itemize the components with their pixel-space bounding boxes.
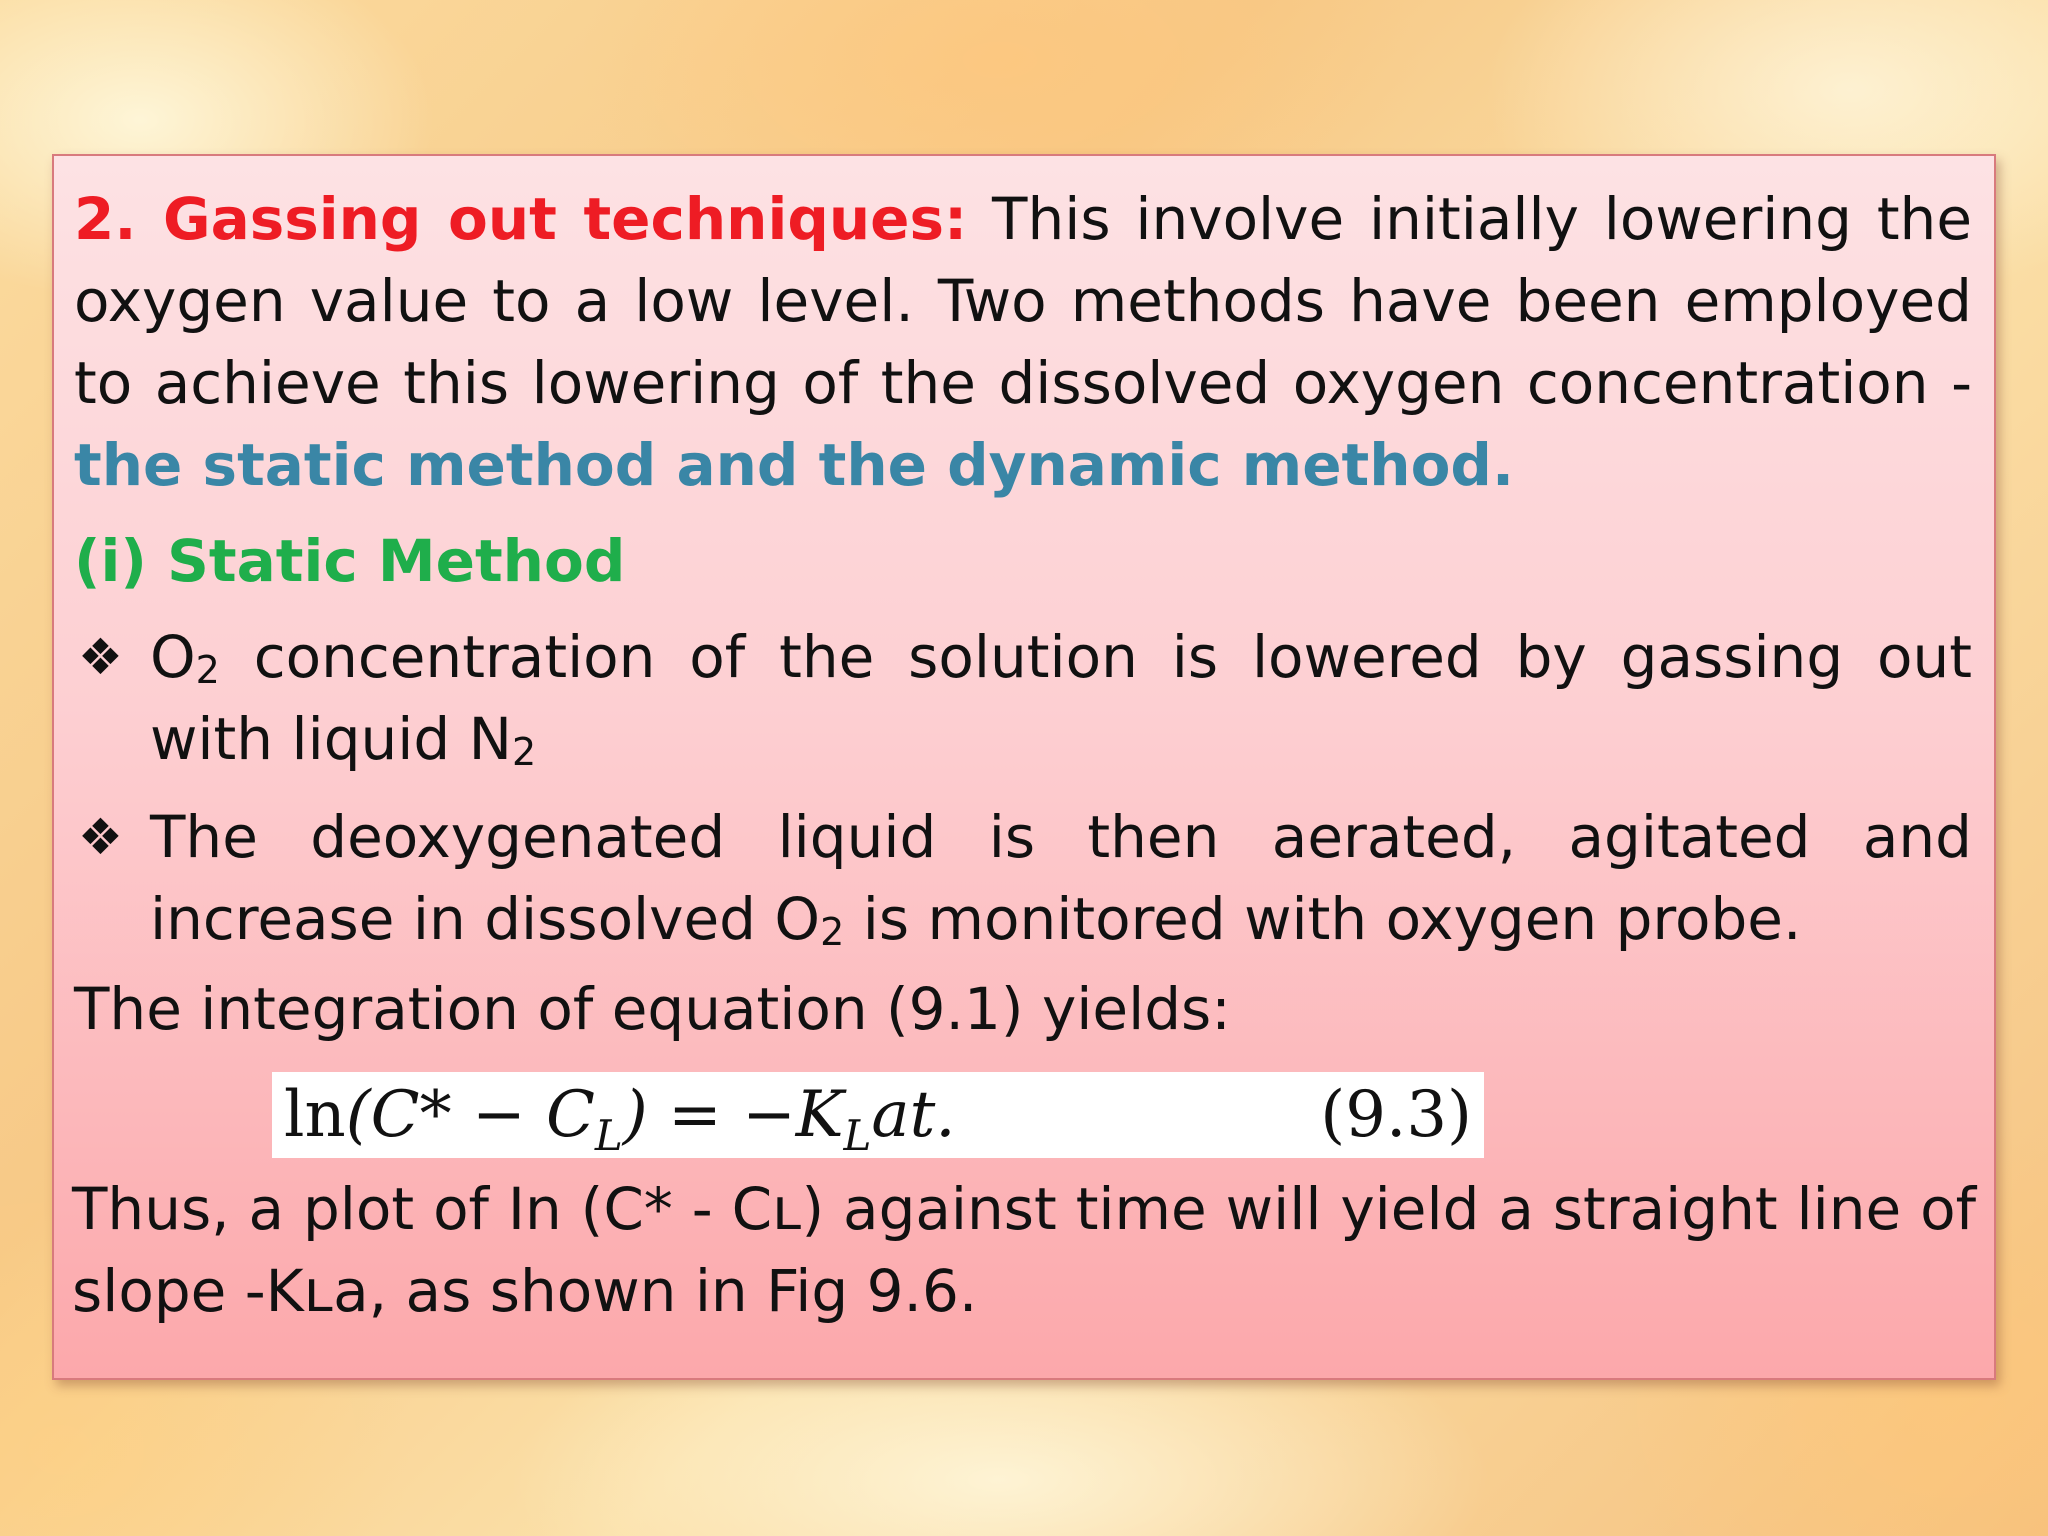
equation-image — [272, 1072, 1484, 1158]
static-method-heading: (i) Static Method — [74, 527, 626, 595]
list-item: ❖ $O_2$ concentration of the solution is lowered by gassing out with liquid $N_2$ — [74, 616, 1972, 780]
conclusion-paragraph: Thus, a plot of In (C* - Cʟ) against time will yield a straight line of slope -Kʟa, as shown in Fig 9.6. — [72, 1175, 1976, 1325]
intro-paragraph — [74, 178, 1972, 506]
four-diamond-bullet-icon: ❖ — [78, 808, 123, 866]
list-item: ❖ The deoxygenated liquid is then aerated, agitated and increase in dissolved $O_2$ is monitored with oxygen probe. — [74, 796, 1972, 960]
bullet-list — [74, 616, 1972, 960]
equation-formula: $\ln(C* - C_L) = -K_Lat$. — [284, 1078, 956, 1160]
integration-text: The integration of equation (9.1) yields: — [74, 975, 1231, 1043]
four-diamond-bullet-icon: ❖ — [78, 628, 123, 686]
equation-number: (9.3) — [1320, 1078, 1472, 1152]
methods-highlight: the static method and the dynamic method. — [74, 431, 1514, 499]
section-label: 2. Gassing out techniques: — [74, 185, 968, 253]
intro-text: This involve initially lowering the oxygen value to a low level. Two methods have been employed to achieve this lowering of the dissolved oxygen concentration - — [74, 185, 1973, 417]
